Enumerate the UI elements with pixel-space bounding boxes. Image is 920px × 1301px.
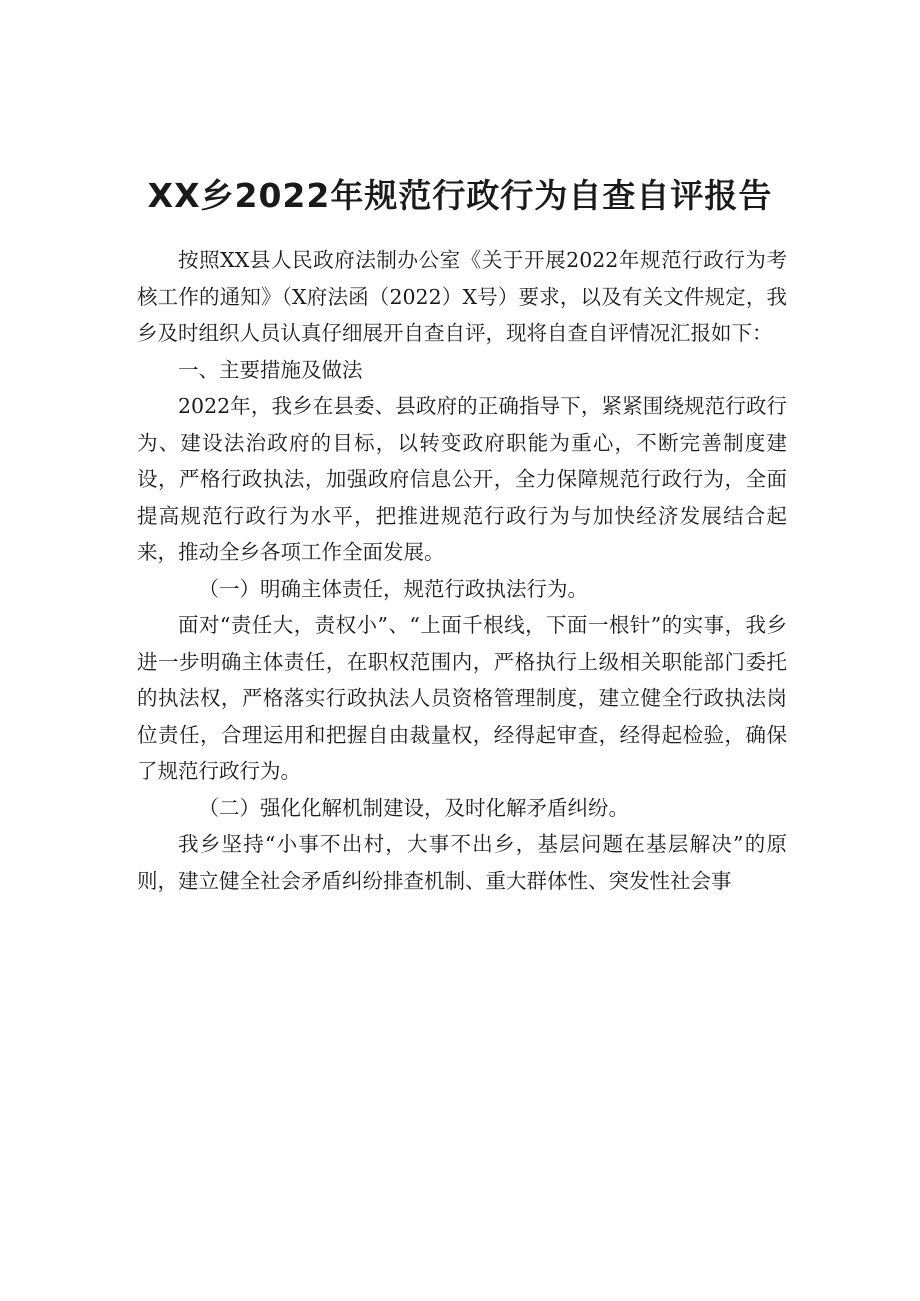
document-title: XX乡2022年规范行政行为自查自评报告 bbox=[147, 176, 773, 215]
responsibility-paragraph: 面对“责任大，责权小”、“上面千根线，下面一根针”的实事，我乡进一步明确主体责任，在职权范围内，严格执行上级相关职能部门委托的执法权，严格落实行政执法人员资格管理制度，建立健全行政执法岗位责任，合理运用和把握自由裁量权，经得起审查，经得起检验，确保了规范行政行为。 bbox=[137, 613, 787, 783]
dispute-resolution-paragraph: 我乡坚持“小事不出村，大事不出乡，基层问题在基层解决”的原则，建立健全社会矛盾纠纷排查机制、重大群体性、突发性社会事 bbox=[137, 832, 787, 893]
measures-paragraph: 2022年，我乡在县委、县政府的正确指导下，紧紧围绕规范行政行为、建设法治政府的目标，以转变政府职能为重心，不断完善制度建设，严格行政执法，加强政府信息公开，全力保障规范行政行为，全面提高规范行政行为水平，把推进规范行政行为与加快经济发展结合起来，推动全乡各项工作全面发展。 bbox=[137, 394, 787, 564]
subheading-dispute-resolution: （二）强化化解机制建设，及时化解矛盾纠纷。 bbox=[198, 795, 629, 820]
intro-paragraph: 按照XX县人民政府法制办公室《关于开展2022年规范行政行为考核工作的通知》（X府法函（2022）X号）要求，以及有关文件规定，我乡及时组织人员认真仔细展开自查自评，现将自查自评情况汇报如下： bbox=[137, 248, 787, 345]
subheading-responsibility: （一）明确主体责任，规范行政执法行为。 bbox=[198, 576, 588, 601]
document-body bbox=[137, 242, 787, 899]
section-heading-measures: 一、主要措施及做法 bbox=[178, 357, 363, 382]
